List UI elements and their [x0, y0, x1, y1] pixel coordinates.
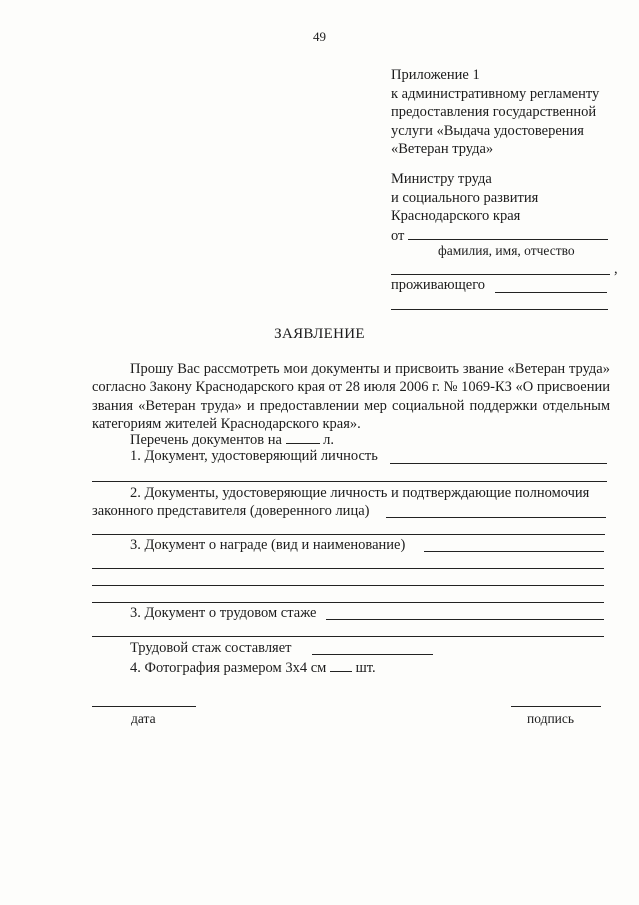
work-experience-row [130, 640, 292, 657]
doc-item-2-field-2[interactable] [92, 534, 605, 535]
appendix-line: «Ветеран труда» [391, 141, 494, 158]
residing-label: проживающего [391, 277, 486, 293]
date-field[interactable] [92, 706, 196, 707]
doc-item-1: 1. Документ, удостоверяющий личность [130, 448, 378, 464]
work-experience-field[interactable] [312, 654, 433, 655]
from-row [391, 226, 631, 245]
work-experience-label: Трудовой стаж составляет [130, 640, 292, 656]
doc-item-2-line1: 2. Документы, удостоверяющие личность и подтверждающие полномочия [130, 485, 590, 501]
residence-field-2[interactable] [391, 309, 608, 310]
signature-field[interactable] [511, 706, 601, 707]
doc-item-4-row [130, 658, 376, 677]
doc-item-3-award-field[interactable] [424, 551, 604, 552]
doc-item-3-award-field-3[interactable] [92, 585, 604, 586]
doc-item-3-award: 3. Документ о награде (вид и наименование) [130, 537, 406, 553]
doc-item-2-field[interactable] [386, 517, 606, 518]
page-number: 49 [313, 29, 326, 44]
date-label: дата [131, 711, 156, 726]
addressee-line: и социального развития [391, 189, 539, 206]
appendix-header [391, 66, 599, 159]
doc-item-4-suffix: шт. [355, 660, 376, 676]
doc-item-3-work-field-2[interactable] [92, 636, 604, 637]
photo-count-field[interactable] [330, 658, 352, 672]
appendix-line: услуги «Выдача удостоверения [391, 122, 584, 139]
addressee-line: Министру труда [391, 171, 492, 187]
documents-count-prefix: Перечень документов на [130, 432, 282, 448]
applicant-name-field[interactable] [408, 226, 608, 240]
addressee-line: Краснодарского края [391, 208, 521, 225]
request-paragraph: Прошу Вас рассмотреть мои документы и присвоить звание «Ветеран труда» согласно Закону Краснодарского края от 28 июля 2006 г. № 1069-КЗ «О присвоении звания «Ветеран труда» и предоставлении мер социальной поддержки отдельным категориям жителей Краснодарского края». [92, 361, 610, 433]
comma: , [614, 261, 618, 277]
doc-item-3-award-field-2[interactable] [92, 568, 604, 569]
applicant-name-field-2[interactable] [391, 274, 610, 275]
doc-item-3-work: 3. Документ о трудовом стаже [130, 605, 317, 621]
appendix-line: к административному регламенту [391, 85, 600, 102]
doc-item-3-award-field-4[interactable] [92, 602, 604, 603]
fio-hint: фамилия, имя, отчество [438, 243, 575, 258]
appendix-line: предоставления государственной [391, 104, 597, 121]
doc-item-2-line2: законного представителя (доверенного лица) [92, 503, 370, 519]
document-title: ЗАЯВЛЕНИЕ [274, 326, 365, 342]
doc-item-3-work-field[interactable] [326, 619, 604, 620]
documents-count-field[interactable] [286, 430, 320, 444]
documents-count-suffix: л. [323, 432, 335, 448]
documents-count-row [130, 430, 334, 449]
doc-item-1-field[interactable] [390, 463, 607, 464]
doc-item-4-prefix: 4. Фотография размером 3х4 см [130, 660, 327, 676]
residence-field[interactable] [495, 292, 607, 293]
addressee-block [391, 170, 631, 244]
signature-label: подпись [527, 711, 575, 726]
appendix-line: Приложение 1 [391, 67, 480, 83]
residing-row [391, 277, 485, 294]
from-label: от [391, 227, 405, 244]
doc-item-1-field-2[interactable] [92, 481, 607, 482]
